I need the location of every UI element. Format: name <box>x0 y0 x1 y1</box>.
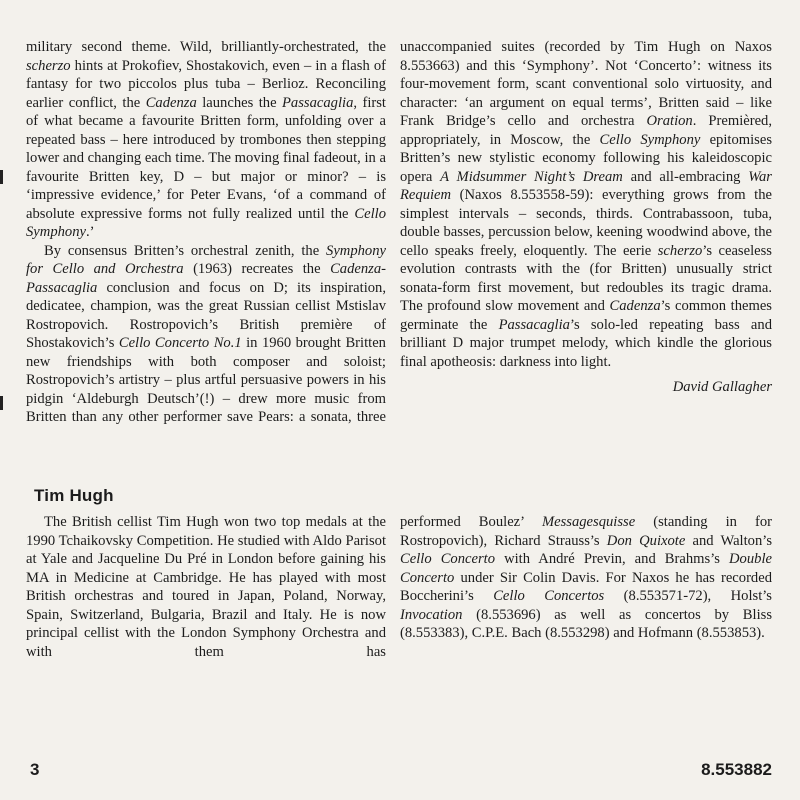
paragraph <box>26 513 386 661</box>
text-run: The British cellist Tim Hugh won two top medals at the 1990 Tchaikovsky Competition. He studied with Aldo Parisot at Yale and Jacqueline Du Pré in London before gaining his MA in Medicine at Cambridge. He has played with most British orchestras and toured in Japan, Poland, Norway, Spain, Switzerland, Bulgaria, Brazil and Italy. He is now principal cellist with the London Symphony Orchestra and with them has <box>26 514 386 660</box>
text-run: hints at Prokofiev, Shostakovich, even – in a flash of fantasy for two piccolos plus tuba – Berlioz. Reconciling earlier conflict, the <box>26 57 386 111</box>
italic-text-run: War Requiem <box>400 168 772 203</box>
essay-column-left <box>26 38 386 427</box>
author-signature: David Gallagher <box>672 379 772 395</box>
text-run: and all-embracing <box>622 168 749 185</box>
italic-text-run: Cello Symphony <box>26 205 386 240</box>
text-run: epitomises Britten’s new stylistic economy following his kaleidoscopic opera <box>400 131 773 185</box>
text-run: in 1960 brought Britten new friendships with both composer and soloist; Rostropovich’s artistry – plus artful persuasive powers in his pidgin ‘Aldeburgh Deutsch’(!) – drew more music from Britten than any other performer save Pears: a sonata, three <box>26 335 386 425</box>
italic-text-run: scherzo <box>657 242 703 259</box>
italic-text-run: Messagesquisse <box>541 514 636 530</box>
binding-edge-mark <box>0 396 3 410</box>
italic-text-run: Cadenza <box>145 94 197 111</box>
text-run: By consensus Britten’s orchestral zenith, the <box>44 242 327 259</box>
italic-text-run: Cello Concertos <box>493 588 605 604</box>
text-run: , first of what became a favourite Britten form, unfolding over a repeated bass – here introduced by trombones then stepping lower and changing each time. The moving final fadeout, in a favourite Britten key, D – but major or minor? – is ‘impressive evidence,’ for Peter Evans, ‘of a command of absolute expressive forms not fully realized until the <box>26 94 386 222</box>
italic-text-run: Oration <box>646 113 693 129</box>
binding-edge-mark <box>0 170 3 184</box>
text-run: under Sir Colin Davis. For Naxos he has recorded Boccherini’s <box>400 569 772 604</box>
text-run: ’s ceaseless evolution contrasts with the (for Britten) unusually strict sonata-form first movement, but redoubles its tragic drama. The profound slow movement and <box>400 242 772 314</box>
text-run: (8.553696) as well as concertos by Bliss (8.553383), C.P.E. Bach (8.553298) and Hofmann (8.553853). <box>400 606 772 641</box>
italic-text-run: Cello Symphony <box>599 131 701 148</box>
italic-text-run: Cadenza-Passacaglia <box>26 261 387 296</box>
text-run: and Walton’s <box>685 532 772 549</box>
italic-text-run: scherzo <box>26 57 71 74</box>
text-run: unaccompanied suites (recorded by Tim Hugh on Naxos 8.553663) and this ‘Symphony’. Not ‘Concerto’: witness its four-movement form, scant conventional solo virtuosity, and character: ‘an argument on equal terms’, Britten said – like Frank Bridge’s cello and orchestra <box>400 39 772 129</box>
text-run: .’ <box>85 224 95 240</box>
text-run: military second theme. Wild, brilliantly-orchestrated, the <box>26 39 386 55</box>
paragraph <box>400 38 772 371</box>
text-run: (1963) recreates the <box>183 261 331 277</box>
essay-column-right <box>400 38 772 397</box>
paragraph <box>26 242 386 427</box>
italic-text-run: Passacaglia <box>282 94 354 111</box>
page-number: 3 <box>30 760 40 779</box>
text-run: (Naxos 8.553558-59): everything grows from the simplest intervals – seconds, thirds. Contrabassoon, tuba, double basses, percussion below, keening woodwind above, the cello speaks freely, eloquently. The eerie <box>400 187 772 259</box>
italic-text-run: Symphony for Cello and Orchestra <box>26 242 386 277</box>
text-run: with André Previn, and Brahms’s <box>495 551 730 567</box>
text-run: performed Boulez’ <box>400 514 542 530</box>
italic-text-run: Cello Concerto <box>400 551 496 567</box>
text-run: (standing in for Rostropovich), Richard Strauss’s <box>400 514 772 549</box>
italic-text-run: Passacaglia <box>498 316 570 333</box>
italic-text-run: Invocation <box>400 606 463 623</box>
italic-text-run: Don Quixote <box>606 532 686 549</box>
biography-heading: Tim Hugh <box>34 486 114 505</box>
paragraph <box>26 38 386 242</box>
italic-text-run: Cello Concerto No.1 <box>118 335 242 351</box>
biography-column-right <box>400 513 772 643</box>
catalogue-number: 8.553882 <box>701 760 772 779</box>
text-run: . Premièred, appropriately, in Moscow, the <box>400 113 773 148</box>
biography-column-left <box>26 513 386 661</box>
text-run: (8.553571-72), Holst’s <box>604 588 772 604</box>
text-run: ’s solo-led repeating bass and brilliant D major trumpet melody, which kindle the glorious final apotheosis: darkness into light. <box>400 316 772 370</box>
italic-text-run: Double Concerto <box>400 551 772 586</box>
italic-text-run: A Midsummer Night’s Dream <box>440 168 623 185</box>
text-run: launches the <box>196 94 283 111</box>
paragraph <box>400 513 772 643</box>
text-run: ’s common themes germinate the <box>400 298 772 333</box>
italic-text-run: Cadenza <box>609 298 661 314</box>
text-run: conclusion and focus on D; its inspiration, dedicatee, champion, was the great Russian cellist Mstislav Rostropovich. Rostropovich’s British première of Shostakovich’s <box>26 279 386 351</box>
